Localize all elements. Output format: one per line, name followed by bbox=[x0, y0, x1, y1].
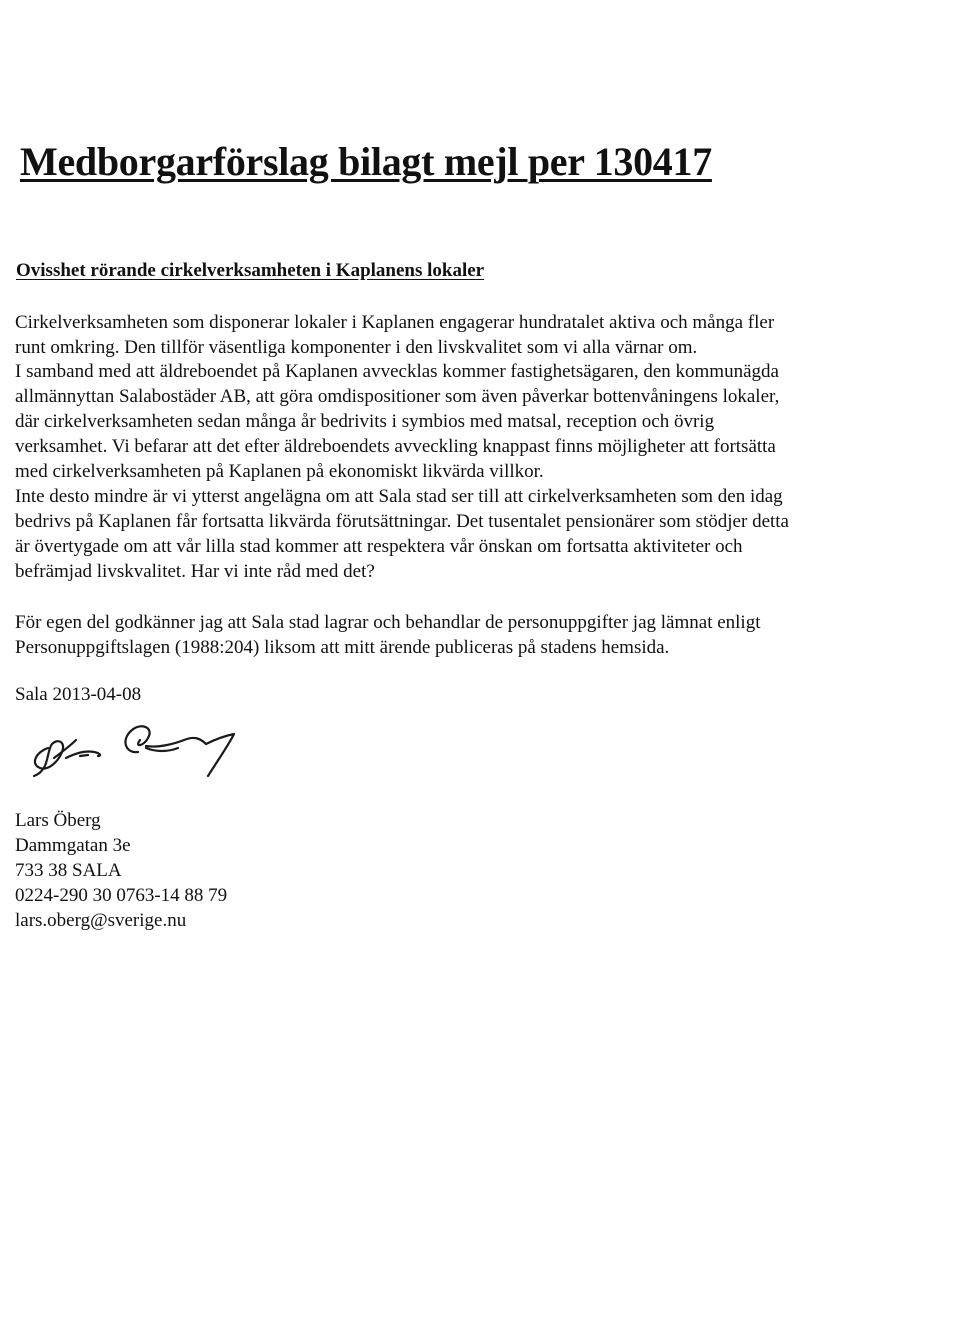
body-paragraph-1 bbox=[15, 310, 774, 360]
text-line: Personuppgiftslagen (1988:204) liksom att mitt ärende publiceras på stadens hemsida. bbox=[15, 637, 670, 658]
text-line: är övertygade om att vår lilla stad kommer att respektera vår önskan om fortsatta aktiviteter och bbox=[15, 536, 743, 557]
body-paragraph-2 bbox=[15, 359, 779, 484]
sender-postal: 733 38 SALA bbox=[15, 860, 122, 881]
text-line: bedrivs på Kaplanen får fortsatta likvärda förutsättningar. Det tusentalet pensionärer som stödjer detta bbox=[15, 511, 789, 532]
consent-paragraph bbox=[15, 610, 761, 660]
text-line: befrämjad livskvalitet. Har vi inte råd med det? bbox=[15, 561, 375, 582]
body-paragraph-3 bbox=[15, 484, 789, 584]
text-line: allmännyttan Salabostäder AB, att göra omdispositioner som även påverkar bottenvåningens lokaler, bbox=[15, 386, 780, 407]
text-line: runt omkring. Den tillför väsentliga komponenter i den livskvalitet som vi alla värnar om. bbox=[15, 337, 698, 358]
text-line: Cirkelverksamheten som disponerar lokaler i Kaplanen engagerar hundratalet aktiva och många fler bbox=[15, 312, 775, 333]
document-title: Medborgarförslag bilagt mejl per 130417 bbox=[20, 139, 712, 184]
sender-contact-block bbox=[15, 808, 227, 933]
sender-phones: 0224-290 30 0763-14 88 79 bbox=[15, 885, 228, 906]
text-line: verksamhet. Vi befarar att det efter äldreboendets avveckling knappast finns möjligheter att fortsätta bbox=[15, 436, 776, 457]
sender-street: Dammgatan 3e bbox=[15, 835, 131, 856]
text-line: Inte desto mindre är vi ytterst angelägna om att Sala stad ser till att cirkelverksamheten som den idag bbox=[15, 486, 783, 507]
document-date: Sala 2013-04-08 bbox=[15, 684, 142, 705]
handwritten-signature bbox=[28, 718, 268, 780]
text-line: För egen del godkänner jag att Sala stad lagrar och behandlar de personuppgifter jag lämnat enligt bbox=[15, 612, 761, 633]
sender-email: lars.oberg@sverige.nu bbox=[15, 910, 187, 931]
text-line: där cirkelverksamheten sedan många år bedrivits i symbios med matsal, reception och övrig bbox=[15, 411, 715, 432]
sender-name: Lars Öberg bbox=[15, 810, 101, 831]
text-line: I samband med att äldreboendet på Kaplanen avvecklas kommer fastighetsägaren, den kommunägda bbox=[15, 361, 779, 382]
text-line: med cirkelverksamheten på Kaplanen på ekonomiskt likvärda villkor. bbox=[15, 461, 544, 482]
document-subtitle: Ovisshet rörande cirkelverksamheten i Kaplanens lokaler bbox=[16, 260, 485, 281]
